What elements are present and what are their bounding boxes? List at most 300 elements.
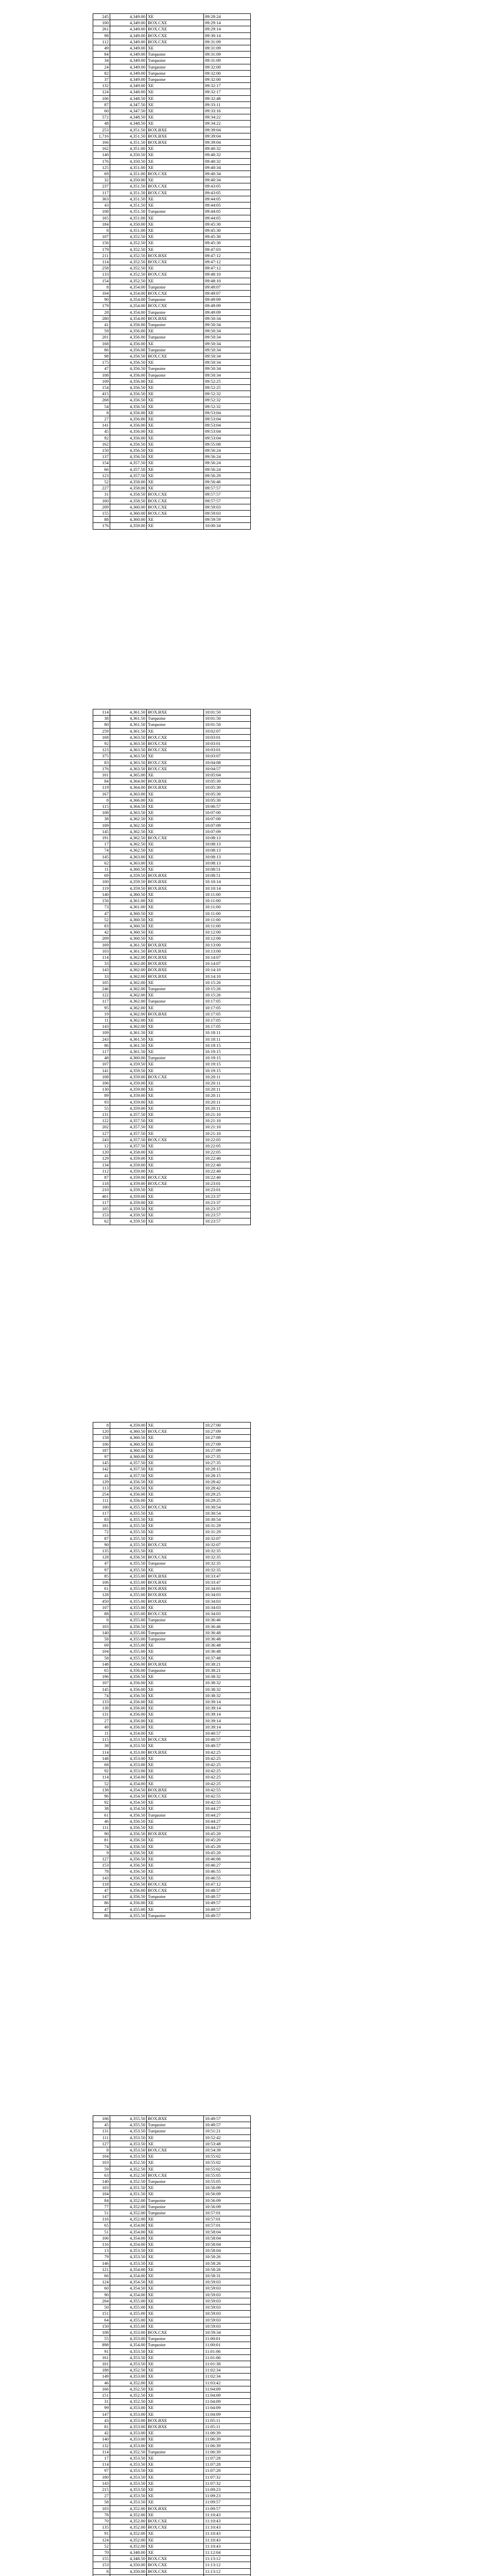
table-row bbox=[93, 121, 251, 127]
trade-time: 10:55:05 bbox=[204, 2172, 251, 2178]
table-row bbox=[93, 1894, 251, 1900]
table-row bbox=[93, 1604, 251, 1611]
trade-volume: 63 bbox=[93, 2172, 110, 2178]
trade-volume: 52 bbox=[93, 2543, 110, 2549]
trade-volume: 70 bbox=[93, 2518, 110, 2524]
table-row bbox=[93, 164, 251, 171]
trade-volume: 150 bbox=[93, 2323, 110, 2329]
trade-volume: 135 bbox=[93, 1548, 110, 1554]
trade-time: 09:33:16 bbox=[204, 108, 251, 114]
trade-volume: 69 bbox=[93, 873, 110, 879]
table-row bbox=[93, 910, 251, 917]
table-row bbox=[93, 360, 251, 366]
trade-volume: 37 bbox=[93, 77, 110, 83]
table-row bbox=[93, 517, 251, 523]
trade-price: 4,356.00 bbox=[110, 1661, 147, 1667]
trade-price: 4,356.50 bbox=[110, 1479, 147, 1485]
trade-venue: BOX.BXE bbox=[147, 2417, 204, 2424]
table-row bbox=[93, 234, 251, 240]
trade-time: 10:56:09 bbox=[204, 2191, 251, 2197]
trade-time: 09:32:00 bbox=[204, 64, 251, 70]
table-row bbox=[93, 2543, 251, 2549]
trade-price: 4,355.50 bbox=[110, 1912, 147, 1919]
trade-venue: BOX.BXE bbox=[147, 1580, 204, 1586]
trade-volume: 47 bbox=[93, 366, 110, 372]
table-row bbox=[93, 511, 251, 517]
trade-price: 4,361.50 bbox=[110, 1036, 147, 1042]
trade-price: 4,352.50 bbox=[110, 252, 147, 259]
table-row bbox=[93, 716, 251, 722]
trade-time: 10:15:26 bbox=[204, 992, 251, 998]
trade-volume: 115 bbox=[93, 804, 110, 810]
trade-venue: XE bbox=[147, 1492, 204, 1498]
trade-time: 09:50:34 bbox=[204, 347, 251, 353]
trade-volume: 202 bbox=[93, 1124, 110, 1130]
trade-price: 4,355.00 bbox=[110, 1611, 147, 1617]
trade-price: 4,360.50 bbox=[110, 929, 147, 936]
trade-volume: 118 bbox=[93, 1881, 110, 1887]
trade-venue: Turquoise bbox=[147, 284, 204, 290]
table-row bbox=[93, 1168, 251, 1174]
trade-venue: BOX.BXE bbox=[147, 1592, 204, 1598]
trade-price: 4,351.50 bbox=[110, 133, 147, 139]
trade-volume: 66 bbox=[93, 2273, 110, 2279]
trade-time: 10:44:27 bbox=[204, 1812, 251, 1818]
trade-volume: 119 bbox=[93, 785, 110, 791]
trade-time: 09:45:30 bbox=[204, 227, 251, 233]
trade-time: 11:13:12 bbox=[204, 2556, 251, 2562]
trade-volume: 148 bbox=[93, 1661, 110, 1667]
table-row bbox=[93, 2342, 251, 2348]
table-row bbox=[93, 1048, 251, 1055]
trade-venue: BOX.CXE bbox=[147, 498, 204, 504]
trade-price: 4,356.00 bbox=[110, 347, 147, 353]
table-row bbox=[93, 2568, 251, 2574]
trade-volume: 129 bbox=[93, 1479, 110, 1485]
table-row bbox=[93, 1812, 251, 1818]
trade-price: 4,362.00 bbox=[110, 961, 147, 967]
table-row bbox=[93, 778, 251, 785]
trade-venue: BOX.CXE bbox=[147, 1611, 204, 1617]
trade-volume: 108 bbox=[93, 372, 110, 378]
trade-price: 4,353.50 bbox=[110, 2480, 147, 2486]
trade-price: 4,355.00 bbox=[110, 1573, 147, 1579]
trade-venue: XE bbox=[147, 2304, 204, 2311]
trade-volume: 27 bbox=[93, 416, 110, 422]
trade-volume: 107 bbox=[93, 1604, 110, 1611]
trade-venue: BOX.BXE bbox=[147, 1586, 204, 1592]
trade-venue: XE bbox=[147, 1017, 204, 1023]
trade-volume: 145 bbox=[93, 1686, 110, 1692]
trade-price: 4,360.50 bbox=[110, 891, 147, 897]
table-row bbox=[93, 422, 251, 429]
trade-volume: 143 bbox=[93, 1024, 110, 1030]
trade-time: 09:56:29 bbox=[204, 472, 251, 479]
trade-venue: XE bbox=[147, 1825, 204, 1831]
trade-volume: 62 bbox=[93, 860, 110, 866]
trade-price: 4,353.00 bbox=[110, 1755, 147, 1761]
trade-price: 4,356.50 bbox=[110, 403, 147, 410]
trade-time: 10:46:06 bbox=[204, 1856, 251, 1862]
trade-volume: 127 bbox=[93, 1130, 110, 1137]
trade-price: 4,356.00 bbox=[110, 378, 147, 384]
table-row bbox=[93, 177, 251, 183]
trade-time: 10:42:55 bbox=[204, 1793, 251, 1799]
trade-time: 10:17:05 bbox=[204, 998, 251, 1005]
trade-time: 09:47:12 bbox=[204, 265, 251, 272]
trade-venue: BOX.BXE bbox=[147, 948, 204, 954]
trade-price: 4,356.00 bbox=[110, 422, 147, 429]
trade-volume: 90 bbox=[93, 297, 110, 303]
trade-price: 4,357.50 bbox=[110, 1118, 147, 1124]
trade-venue: Turquoise bbox=[147, 2179, 204, 2185]
trade-volume: 81 bbox=[93, 1837, 110, 1843]
trade-time: 10:56:09 bbox=[204, 2197, 251, 2204]
trade-venue: XE bbox=[147, 2311, 204, 2317]
trade-venue: XE bbox=[147, 1061, 204, 1067]
trade-volume: 138 bbox=[93, 1705, 110, 1711]
trade-volume: 180 bbox=[93, 2474, 110, 2480]
table-row bbox=[93, 39, 251, 45]
trade-volume: 101 bbox=[93, 772, 110, 778]
trade-time: 10:28:15 bbox=[204, 1472, 251, 1479]
table-row bbox=[93, 1042, 251, 1048]
trade-volume: 153 bbox=[93, 1212, 110, 1218]
trade-venue: XE bbox=[147, 1900, 204, 1906]
trade-price: 4,359.00 bbox=[110, 1181, 147, 1187]
trade-price: 4,355.00 bbox=[110, 2323, 147, 2329]
trade-price: 4,354.50 bbox=[110, 1787, 147, 1793]
trade-venue: XE bbox=[147, 1212, 204, 1218]
trade-time: 09:34:22 bbox=[204, 121, 251, 127]
trade-venue: Turquoise bbox=[147, 309, 204, 315]
trade-volume: 104 bbox=[93, 1649, 110, 1655]
table-row bbox=[93, 1548, 251, 1554]
table-row bbox=[93, 2474, 251, 2480]
trade-time: 10:39:14 bbox=[204, 1699, 251, 1705]
trade-venue: BOX.CXE bbox=[147, 2147, 204, 2154]
trade-time: 11:04:09 bbox=[204, 2411, 251, 2417]
trade-price: 4,362.50 bbox=[110, 848, 147, 854]
trade-price: 4,356.50 bbox=[110, 1875, 147, 1881]
trade-price: 4,349.00 bbox=[110, 58, 147, 64]
trade-time: 10:59:03 bbox=[204, 2285, 251, 2292]
trade-price: 4,362.50 bbox=[110, 816, 147, 822]
trade-volume: 27 bbox=[93, 2493, 110, 2499]
table-row bbox=[93, 1636, 251, 1642]
trade-price: 4,362.00 bbox=[110, 986, 147, 992]
trade-volume: 143 bbox=[93, 1875, 110, 1881]
trade-volume: 101 bbox=[93, 2361, 110, 2367]
trade-venue: XE bbox=[147, 2512, 204, 2518]
trade-time: 09:39:04 bbox=[204, 127, 251, 133]
trade-volume: 151 bbox=[93, 2311, 110, 2317]
trade-volume: 141 bbox=[93, 1067, 110, 1074]
trade-venue: XE bbox=[147, 466, 204, 472]
trade-time: 10:42:25 bbox=[204, 1781, 251, 1787]
table-row bbox=[93, 917, 251, 923]
trade-venue: XE bbox=[147, 101, 204, 108]
trade-price: 4,349.00 bbox=[110, 64, 147, 70]
trade-price: 4,359.50 bbox=[110, 879, 147, 885]
trade-price: 4,355.50 bbox=[110, 1523, 147, 1529]
trade-time: 09:53:04 bbox=[204, 429, 251, 435]
trade-volume: 147 bbox=[93, 2411, 110, 2417]
trade-price: 4,355.50 bbox=[110, 1529, 147, 1535]
table-row bbox=[93, 1711, 251, 1718]
trade-venue: XE bbox=[147, 979, 204, 986]
table-row bbox=[93, 384, 251, 391]
trade-price: 4,362.00 bbox=[110, 979, 147, 986]
table-row bbox=[93, 183, 251, 190]
trade-time: 09:48:10 bbox=[204, 272, 251, 278]
trade-venue: XE bbox=[147, 108, 204, 114]
trade-time: 09:44:05 bbox=[204, 215, 251, 221]
trade-price: 4,348.50 bbox=[110, 2556, 147, 2562]
trade-venue: XE bbox=[147, 416, 204, 422]
trade-volume: 246 bbox=[93, 986, 110, 992]
trade-volume: 156 bbox=[93, 240, 110, 246]
trade-time: 10:20:11 bbox=[204, 1105, 251, 1111]
trade-volume: 128 bbox=[93, 1592, 110, 1598]
table-row bbox=[93, 2204, 251, 2210]
table-row bbox=[93, 2266, 251, 2273]
trade-volume: 65 bbox=[93, 1667, 110, 1673]
trade-venue: XE bbox=[147, 2543, 204, 2549]
trade-venue: XE bbox=[147, 429, 204, 435]
trade-venue: BOX.BXE bbox=[147, 1598, 204, 1604]
table-row bbox=[93, 1517, 251, 1523]
table-row bbox=[93, 2374, 251, 2380]
trade-volume: 112 bbox=[93, 39, 110, 45]
trade-time: 10:34:03 bbox=[204, 1592, 251, 1598]
trade-venue: XE bbox=[147, 2166, 204, 2172]
trade-price: 4,355.00 bbox=[110, 1598, 147, 1604]
trade-volume: 83 bbox=[93, 759, 110, 766]
trade-time: 10:49:57 bbox=[204, 1912, 251, 1919]
trade-price: 4,353.00 bbox=[110, 2430, 147, 2436]
trade-venue: XE bbox=[147, 152, 204, 158]
trade-time: 11:10:43 bbox=[204, 2512, 251, 2518]
trade-venue: XE bbox=[147, 1510, 204, 1516]
table-row bbox=[93, 58, 251, 64]
table-row bbox=[93, 1554, 251, 1561]
trade-time: 11:12:04 bbox=[204, 2550, 251, 2556]
trade-price: 4,355.50 bbox=[110, 1541, 147, 1548]
trade-time: 11:04:09 bbox=[204, 2392, 251, 2398]
trade-venue: XE bbox=[147, 2531, 204, 2537]
trade-venue: BOX.BXE bbox=[147, 127, 204, 133]
trade-price: 4,356.00 bbox=[110, 1492, 147, 1498]
trade-price: 4,351.50 bbox=[110, 190, 147, 196]
trade-price: 4,361.50 bbox=[110, 1030, 147, 1036]
table-row bbox=[93, 1005, 251, 1011]
trade-volume: 8 bbox=[93, 797, 110, 803]
trade-price: 4,357.50 bbox=[110, 1137, 147, 1143]
trade-time: 09:40:32 bbox=[204, 158, 251, 164]
trade-price: 4,353.50 bbox=[110, 2141, 147, 2147]
trade-price: 4,354.00 bbox=[110, 1730, 147, 1736]
table-row bbox=[93, 133, 251, 139]
table-row bbox=[93, 52, 251, 58]
trade-volume: 60 bbox=[93, 108, 110, 114]
trade-venue: XE bbox=[147, 2550, 204, 2556]
trade-time: 10:46:55 bbox=[204, 1869, 251, 1875]
trade-time: 10:11:00 bbox=[204, 898, 251, 904]
trade-price: 4,351.50 bbox=[110, 140, 147, 146]
trade-venue: XE bbox=[147, 114, 204, 121]
trade-volume: 90 bbox=[93, 1541, 110, 1548]
table-row bbox=[93, 867, 251, 873]
trade-volume: 156 bbox=[93, 898, 110, 904]
trade-venue: XE bbox=[147, 2436, 204, 2443]
trade-time: 09:55:08 bbox=[204, 441, 251, 447]
trade-venue: Turquoise bbox=[147, 1055, 204, 1061]
table-row bbox=[93, 460, 251, 466]
trade-price: 4,360.00 bbox=[110, 511, 147, 517]
table-row bbox=[93, 785, 251, 791]
trade-time: 10:36:46 bbox=[204, 1623, 251, 1630]
trade-volume: 168 bbox=[93, 734, 110, 740]
trade-price: 4,363.50 bbox=[110, 810, 147, 816]
trade-venue: XE bbox=[147, 848, 204, 854]
table-row bbox=[93, 2449, 251, 2455]
trade-price: 4,363.00 bbox=[110, 791, 147, 797]
table-row bbox=[93, 1485, 251, 1492]
trade-volume: 47 bbox=[93, 1888, 110, 1894]
trade-time: 11:04:09 bbox=[204, 2386, 251, 2392]
trade-venue: XE bbox=[147, 1042, 204, 1048]
table-row bbox=[93, 2323, 251, 2329]
table-row bbox=[93, 1888, 251, 1894]
trade-time: 09:59:59 bbox=[204, 517, 251, 523]
trade-venue: XE bbox=[147, 1806, 204, 1812]
trade-volume: 572 bbox=[93, 114, 110, 121]
trade-venue: XE bbox=[147, 479, 204, 485]
trade-time: 10:32:35 bbox=[204, 1561, 251, 1567]
trade-volume: 114 bbox=[93, 259, 110, 265]
table-row bbox=[93, 215, 251, 221]
trade-time: 10:51:21 bbox=[204, 2128, 251, 2134]
trade-volume: 254 bbox=[93, 1492, 110, 1498]
trade-price: 4,357.50 bbox=[110, 1466, 147, 1472]
trade-price: 4,355.00 bbox=[110, 2304, 147, 2311]
trade-volume: 106 bbox=[93, 2116, 110, 2122]
trade-time: 10:19:15 bbox=[204, 1042, 251, 1048]
trade-volume: 62 bbox=[93, 1218, 110, 1225]
trade-price: 4,363.50 bbox=[110, 734, 147, 740]
trade-time: 10:14:07 bbox=[204, 954, 251, 960]
trade-time: 09:50:34 bbox=[204, 366, 251, 372]
trade-venue: XE bbox=[147, 1680, 204, 1686]
trade-venue: XE bbox=[147, 728, 204, 734]
trade-time: 10:49:57 bbox=[204, 2116, 251, 2122]
trade-volume: 70 bbox=[93, 2550, 110, 2556]
trade-time: 11:06:39 bbox=[204, 2430, 251, 2436]
trade-time: 10:59:03 bbox=[204, 2311, 251, 2317]
trade-venue: XE bbox=[147, 867, 204, 873]
trade-volume: 31 bbox=[93, 492, 110, 498]
trade-price: 4,358.50 bbox=[110, 492, 147, 498]
table-row bbox=[93, 1080, 251, 1086]
table-row bbox=[93, 1181, 251, 1187]
trade-time: 10:27:00 bbox=[204, 1422, 251, 1429]
trade-time: 10:44:27 bbox=[204, 1806, 251, 1812]
table-row bbox=[93, 2147, 251, 2154]
table-row bbox=[93, 2348, 251, 2354]
trade-volume: 72 bbox=[93, 1529, 110, 1535]
trade-price: 4,366.00 bbox=[110, 797, 147, 803]
trade-venue: BOX.CXE bbox=[147, 2329, 204, 2335]
table-row bbox=[93, 498, 251, 504]
table-row bbox=[93, 403, 251, 410]
trade-price: 4,355.50 bbox=[110, 1561, 147, 1567]
trade-volume: 145 bbox=[93, 1460, 110, 1466]
trade-time: 10:27:35 bbox=[204, 1454, 251, 1460]
table-row bbox=[93, 284, 251, 290]
trade-volume: 120 bbox=[93, 1429, 110, 1435]
table-row bbox=[93, 1680, 251, 1686]
trade-price: 4,362.00 bbox=[110, 998, 147, 1005]
trade-venue: XE bbox=[147, 158, 204, 164]
trade-venue: Turquoise bbox=[147, 52, 204, 58]
table-row bbox=[93, 2210, 251, 2216]
trade-volume: 79 bbox=[93, 2254, 110, 2260]
trade-time: 11:10:43 bbox=[204, 2531, 251, 2537]
trade-time: 10:45:20 bbox=[204, 1850, 251, 1856]
trade-time: 10:33:47 bbox=[204, 1580, 251, 1586]
trade-time: 10:46:55 bbox=[204, 1875, 251, 1881]
table-row bbox=[93, 341, 251, 347]
trade-venue: XE bbox=[147, 1005, 204, 1011]
trade-time: 10:42:25 bbox=[204, 1755, 251, 1761]
trade-venue: XE bbox=[147, 1435, 204, 1441]
trade-price: 4,361.50 bbox=[110, 716, 147, 722]
trade-time: 11:01:06 bbox=[204, 2354, 251, 2361]
trade-price: 4,354.50 bbox=[110, 2279, 147, 2285]
trade-time: 10:08:13 bbox=[204, 854, 251, 860]
trade-price: 4,353.50 bbox=[110, 2361, 147, 2367]
table-row bbox=[93, 1130, 251, 1137]
trade-price: 4,357.50 bbox=[110, 460, 147, 466]
table-row bbox=[93, 278, 251, 284]
trade-venue: XE bbox=[147, 164, 204, 171]
table-row bbox=[93, 252, 251, 259]
trade-volume: 82 bbox=[93, 70, 110, 76]
trade-price: 4,352.00 bbox=[110, 2524, 147, 2531]
trade-venue: BOX.CXE bbox=[147, 511, 204, 517]
trade-time: 11:09:23 bbox=[204, 2493, 251, 2499]
trade-price: 4,347.50 bbox=[110, 108, 147, 114]
trade-time: 09:40:32 bbox=[204, 152, 251, 158]
trade-volume: 201 bbox=[93, 334, 110, 341]
trade-venue: XE bbox=[147, 1460, 204, 1466]
table-row bbox=[93, 2556, 251, 2562]
trade-volume: 88 bbox=[93, 1611, 110, 1617]
trade-price: 4,358.00 bbox=[110, 485, 147, 492]
trade-volume: 24 bbox=[93, 64, 110, 70]
trade-volume: 114 bbox=[93, 2462, 110, 2468]
trade-volume: 176 bbox=[93, 766, 110, 772]
trade-volume: 97 bbox=[93, 1567, 110, 1573]
trade-price: 4,357.50 bbox=[110, 1124, 147, 1130]
trade-venue: XE bbox=[147, 1856, 204, 1862]
trade-volume: 84 bbox=[93, 52, 110, 58]
trade-time: 11:06:39 bbox=[204, 2436, 251, 2443]
trade-venue: XE bbox=[147, 2141, 204, 2147]
trade-time: 10:03:07 bbox=[204, 753, 251, 759]
trade-price: 4,352.50 bbox=[110, 234, 147, 240]
